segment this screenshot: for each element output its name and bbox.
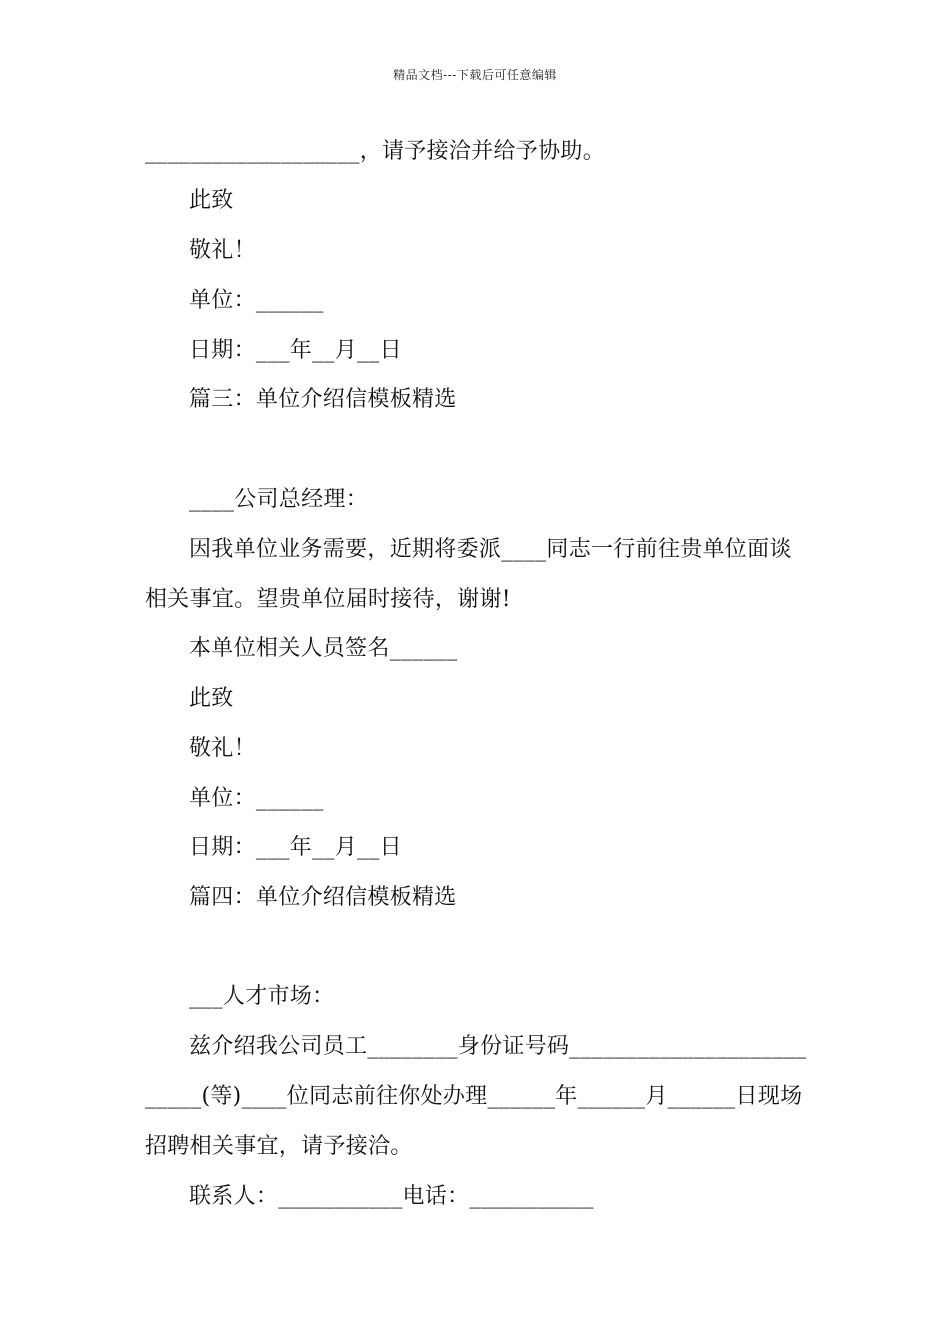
addressee: ____公司总经理： (189, 487, 369, 512)
date-field: 日期：___年__月__日 (189, 338, 402, 363)
section-title: 篇四：单位介绍信模板精选 (189, 885, 457, 910)
contact-line: 联系人：___________电话：___________ (189, 1184, 594, 1209)
closing-line: 此致 (189, 188, 234, 213)
body-paragraph-continued: 相关事宜。望贵单位届时接待，谢谢! (145, 587, 511, 612)
body-paragraph: 因我单位业务需要，近期将委派____同志一行前往贵单位面谈 (189, 537, 792, 562)
unit-field: 单位：______ (189, 786, 324, 811)
page-header: 精品文档---下载后可任意编辑 (393, 68, 557, 82)
body-paragraph-continued: 招聘相关事宜，请予接洽。 (145, 1134, 413, 1159)
body-paragraph-continued: _____(等)____位同志前往你处办理______年______月______日现场 (145, 1084, 803, 1109)
date-field: 日期：___年__月__日 (189, 835, 402, 860)
unit-field: 单位：______ (189, 288, 324, 313)
body-paragraph: 兹介绍我公司员工________身份证号码_____________________ (189, 1034, 807, 1059)
closing-line: 此致 (189, 686, 234, 711)
addressee: ___人才市场： (189, 984, 335, 1009)
closing-salutation: 敬礼！ (189, 736, 256, 761)
section-title: 篇三：单位介绍信模板精选 (189, 387, 457, 412)
signature-line: 本单位相关人员签名______ (189, 636, 458, 661)
closing-salutation: 敬礼！ (189, 238, 256, 263)
letter-line: ___________________，请予接洽并给予协助。 (145, 139, 606, 164)
